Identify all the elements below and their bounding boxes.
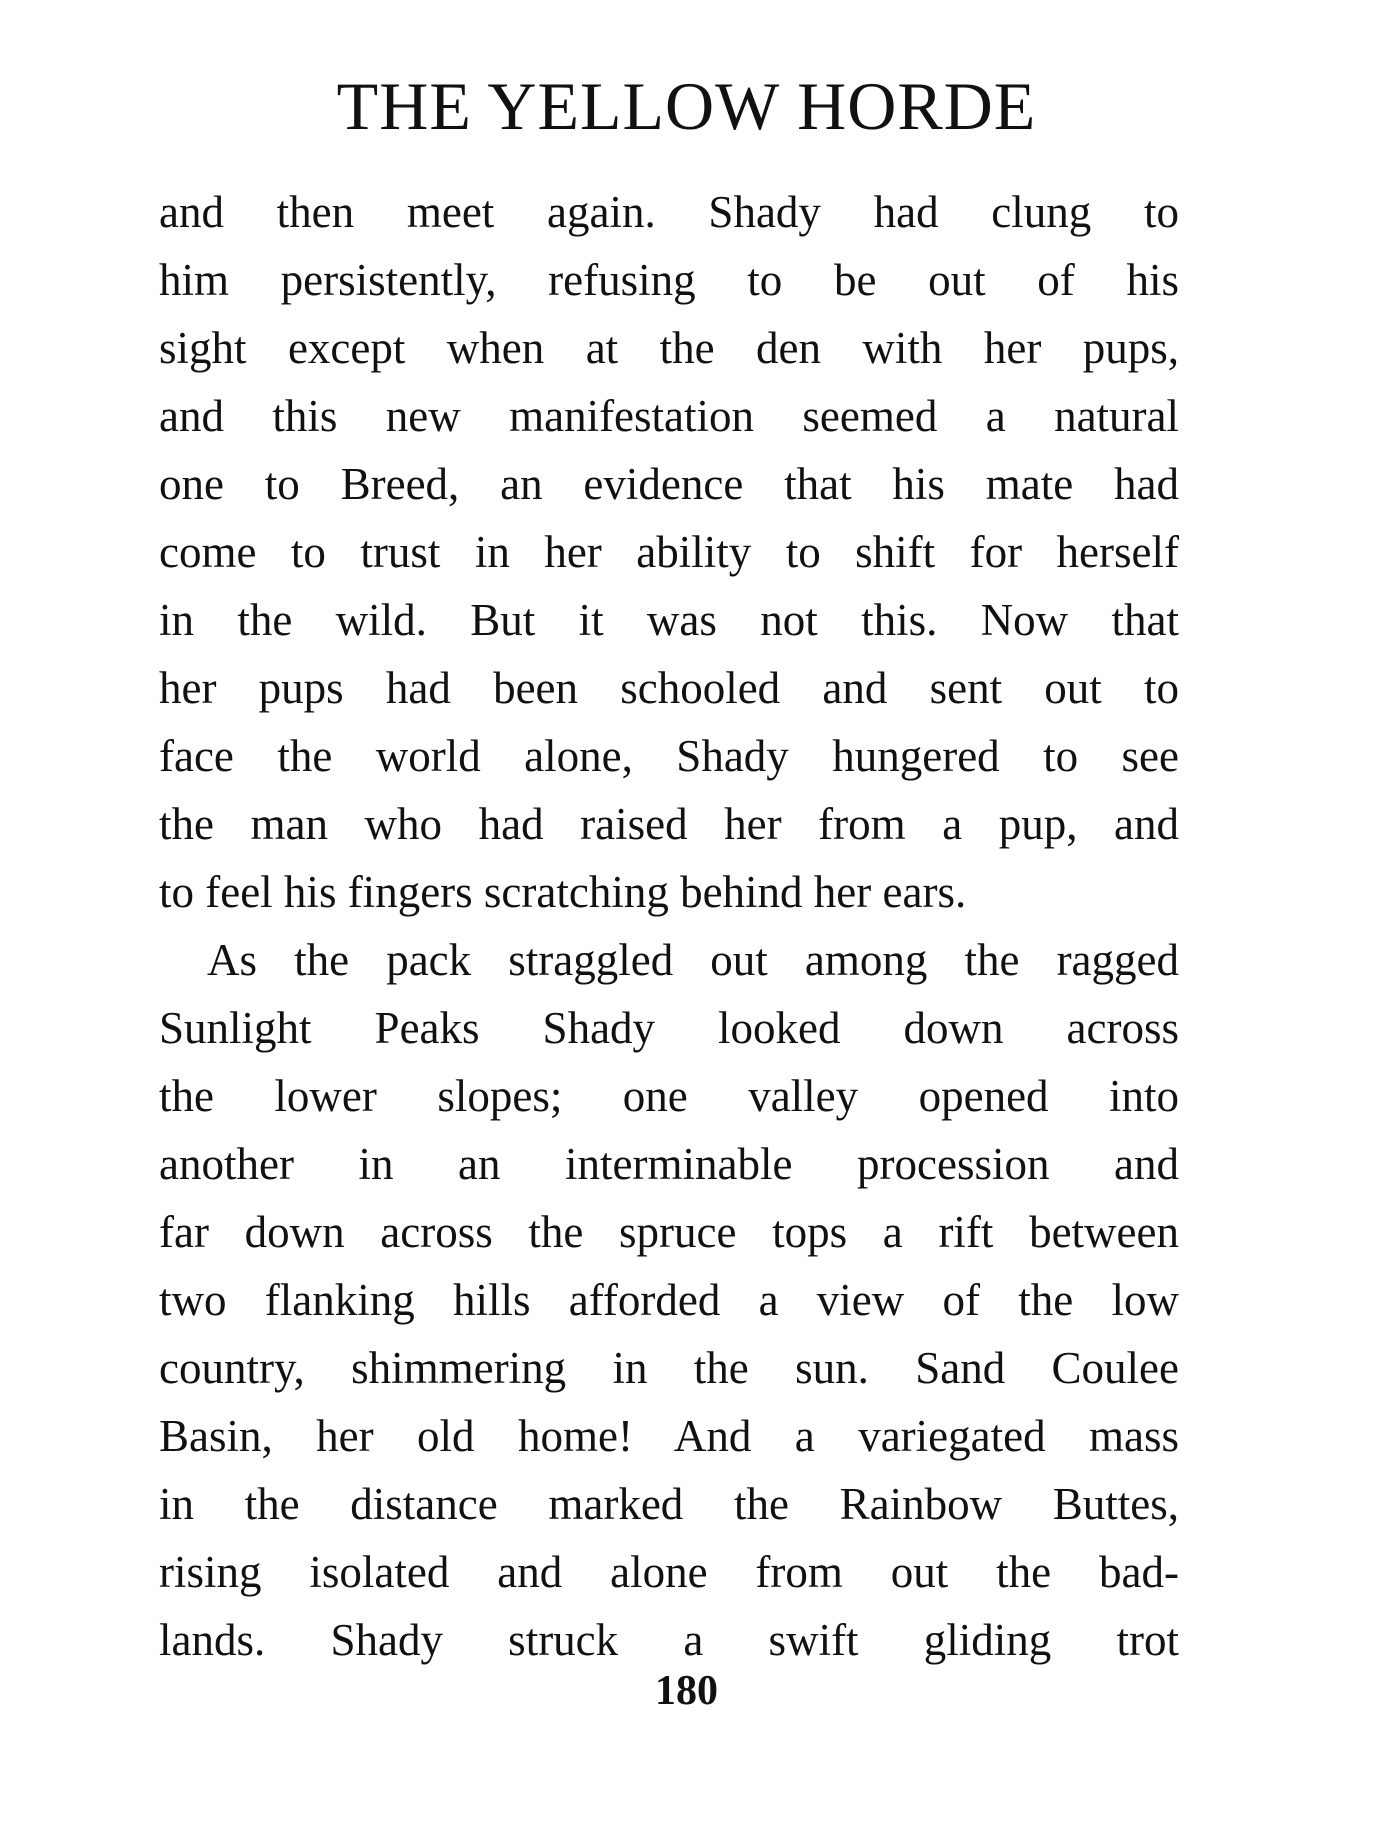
text-line: the lower slopes; one valley opened into (159, 1071, 1179, 1121)
text-line: rising isolated and alone from out the bad- (159, 1547, 1179, 1597)
text-line: in the distance marked the Rainbow Buttes, (159, 1479, 1179, 1529)
text-line: country, shimmering in the sun. Sand Coulee (159, 1343, 1179, 1393)
text-line: another in an interminable procession and (159, 1139, 1179, 1189)
text-line: two flanking hills afforded a view of the low (159, 1275, 1179, 1325)
running-head: THE YELLOW HORDE (336, 68, 1037, 144)
text-line: in the wild. But it was not this. Now that (159, 595, 1179, 645)
text-line: Sunlight Peaks Shady looked down across (159, 1003, 1179, 1053)
text-line: come to trust in her ability to shift for herself (159, 527, 1179, 577)
text-line: lands. Shady struck a swift gliding trot (159, 1615, 1179, 1665)
text-line: to feel his fingers scratching behind her ears. (159, 867, 967, 917)
text-line: the man who had raised her from a pup, and (159, 799, 1179, 849)
text-line: her pups had been schooled and sent out to (159, 663, 1179, 713)
text-line: sight except when at the den with her pups, (159, 323, 1179, 373)
text-line: and this new manifestation seemed a natural (159, 391, 1179, 441)
page-number: 180 (655, 1668, 718, 1714)
text-line: one to Breed, an evidence that his mate had (159, 459, 1179, 509)
text-line: far down across the spruce tops a rift between (159, 1207, 1179, 1257)
text-line: face the world alone, Shady hungered to see (159, 731, 1179, 781)
text-line: and then meet again. Shady had clung to (159, 187, 1179, 237)
text-line: him persistently, refusing to be out of his (159, 255, 1179, 305)
body-text (159, 178, 1179, 1674)
text-line: As the pack straggled out among the ragged (207, 935, 1179, 985)
text-line: Basin, her old home! And a variegated mass (159, 1411, 1179, 1461)
